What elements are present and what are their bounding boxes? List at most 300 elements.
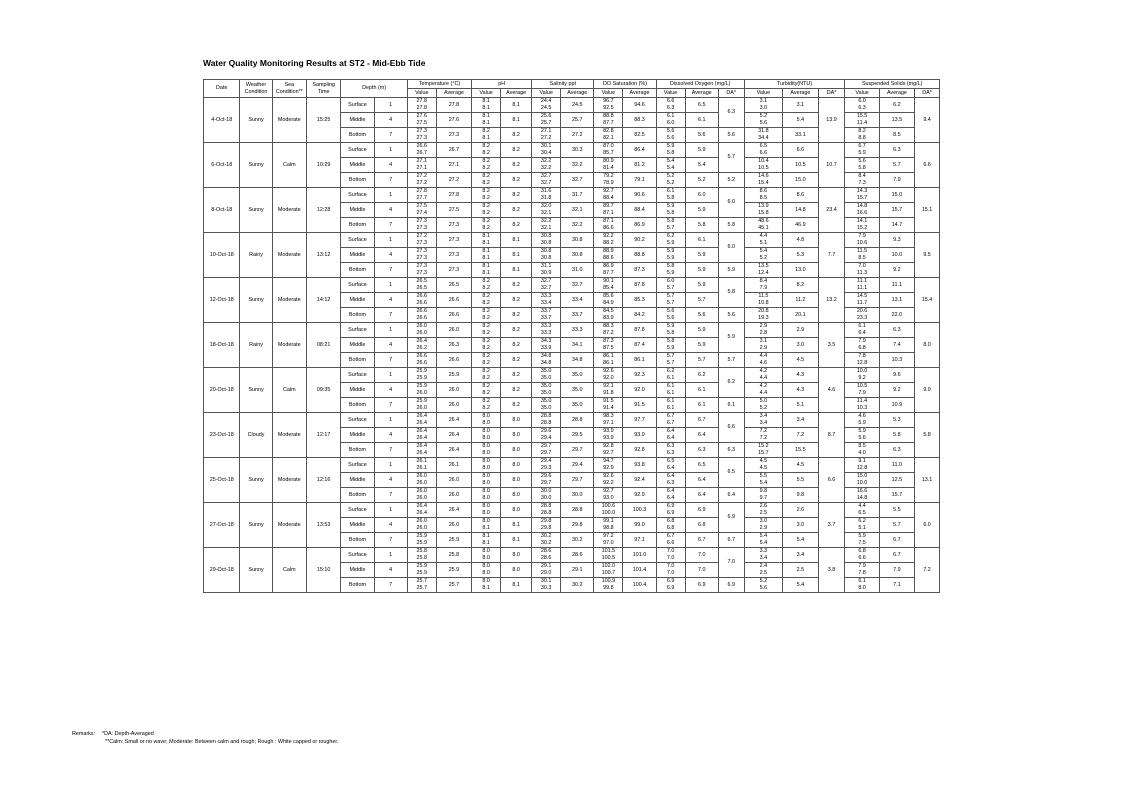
ph-average: 8.1 (501, 533, 532, 548)
suspended-solids-value: 5.9 (858, 428, 866, 434)
do-saturation-value: 92.7 (603, 188, 614, 194)
salinity-values (532, 338, 561, 353)
ph-value: 8.2 (482, 285, 490, 291)
dissolved-oxygen-da-surface-middle: 6.9 (718, 503, 744, 533)
do-saturation-values (594, 113, 623, 128)
turbidity-value: 5.1 (759, 240, 768, 246)
salinity-value: 29.8 (540, 518, 552, 524)
sea-condition-cell: Calm (272, 368, 306, 413)
ph-values (472, 383, 501, 398)
temperature-value: 25.9 (416, 383, 428, 389)
depth-value-cell: 7 (374, 128, 407, 143)
ph-average: 8.0 (501, 563, 532, 578)
turbidity-values (744, 188, 783, 203)
ph-average: 8.2 (501, 218, 532, 233)
suspended-solids-values (845, 578, 879, 593)
ph-value: 8.2 (482, 353, 490, 359)
ph-value: 8.2 (482, 278, 490, 284)
do-saturation-value: 92.6 (603, 473, 614, 479)
suspended-solids-da: 8.0 (915, 323, 940, 368)
temperature-value: 26.0 (416, 405, 428, 411)
temperature-value: 26.6 (416, 360, 428, 366)
ph-values (472, 503, 501, 518)
salinity-value: 35.0 (540, 383, 552, 389)
temperature-value: 27.1 (416, 165, 428, 171)
temperature-values (407, 338, 436, 353)
do-saturation-value: 92.9 (603, 465, 614, 471)
do-saturation-value: 88.6 (603, 255, 614, 261)
sea-condition-cell: Moderate (272, 278, 306, 323)
turbidity-average: 6.6 (783, 143, 818, 158)
temperature-values (407, 263, 436, 278)
do-saturation-value: 98.8 (603, 525, 614, 531)
suspended-solids-value: 11.4 (857, 120, 868, 126)
temperature-average: 26.7 (436, 143, 471, 158)
remarks-label: Remarks: (72, 731, 96, 737)
salinity-average: 31.7 (561, 188, 594, 203)
suspended-solids-value: 7.5 (858, 540, 866, 546)
turbidity-value: 8.6 (759, 188, 768, 194)
ph-value: 8.1 (482, 120, 490, 126)
depth-level-cell: Surface (341, 503, 374, 518)
turbidity-values (744, 203, 783, 218)
suspended-solids-da: 13.1 (915, 458, 940, 503)
turbidity-da: 3.8 (818, 548, 845, 593)
do-saturation-value: 100.6 (601, 503, 616, 509)
temperature-value: 27.3 (416, 255, 428, 261)
do-saturation-average: 87.3 (623, 263, 656, 278)
depth-level-cell: Bottom (341, 308, 374, 323)
ph-average: 8.0 (501, 443, 532, 458)
do-saturation-value: 96.7 (603, 98, 614, 104)
ph-value: 8.0 (482, 563, 490, 569)
turbidity-da: 3.7 (818, 503, 845, 548)
turbidity-da: 4.6 (818, 368, 845, 413)
turbidity-value: 15.2 (758, 443, 769, 449)
dissolved-oxygen-average: 5.9 (685, 263, 718, 278)
do-saturation-average: 81.2 (623, 158, 656, 173)
temperature-value: 26.0 (416, 473, 428, 479)
do-saturation-average: 100.4 (623, 578, 656, 593)
salinity-value: 30.8 (540, 255, 552, 261)
salinity-value: 33.7 (540, 308, 552, 314)
ph-value: 8.2 (482, 210, 490, 216)
salinity-values (532, 113, 561, 128)
suspended-solids-value: 20.6 (856, 308, 868, 314)
temperature-average: 25.9 (436, 368, 471, 383)
depth-level-cell: Surface (341, 458, 374, 473)
turbidity-average: 14.8 (783, 203, 818, 218)
suspended-solids-value: 14.8 (856, 203, 868, 209)
depth-level-cell: Surface (341, 368, 374, 383)
salinity-values (532, 248, 561, 263)
suspended-solids-value: 12.8 (856, 465, 868, 471)
turbidity-value: 15.7 (758, 450, 769, 456)
ph-average: 8.2 (501, 383, 532, 398)
dissolved-oxygen-da-surface-middle: 7.0 (718, 548, 744, 578)
do-saturation-average: 94.6 (623, 98, 656, 113)
salinity-values (532, 413, 561, 428)
ph-average: 8.0 (501, 473, 532, 488)
suspended-solids-value: 7.8 (858, 570, 866, 576)
turbidity-values (744, 98, 783, 113)
do-saturation-average: 91.5 (623, 398, 656, 413)
dissolved-oxygen-values (656, 578, 685, 593)
do-saturation-value: 87.0 (603, 143, 614, 149)
suspended-solids-average: 10.0 (879, 248, 914, 263)
depth-level-cell: Bottom (341, 443, 374, 458)
turbidity-values (744, 458, 783, 473)
suspended-solids-value: 11.5 (857, 248, 868, 254)
dissolved-oxygen-values (656, 323, 685, 338)
dissolved-oxygen-value: 6.4 (666, 435, 675, 441)
salinity-value: 30.2 (540, 540, 552, 546)
temperature-value: 27.5 (416, 120, 428, 126)
header-dissolved-oxygen: Dissolved Oxygen (mg/L) (656, 80, 744, 89)
do-saturation-values (594, 353, 623, 368)
suspended-solids-value: 4.4 (858, 503, 866, 509)
salinity-value: 30.8 (540, 248, 552, 254)
ph-values (472, 578, 501, 593)
salinity-values (532, 143, 561, 158)
salinity-values (532, 158, 561, 173)
temperature-average: 26.0 (436, 473, 471, 488)
turbidity-value: 19.3 (758, 315, 769, 321)
ph-value: 8.2 (482, 293, 490, 299)
suspended-solids-average: 9.6 (879, 368, 914, 383)
weather-cell: Sunny (240, 278, 272, 323)
salinity-average: 30.2 (561, 533, 594, 548)
suspended-solids-da: 6.6 (915, 143, 940, 188)
salinity-values (532, 443, 561, 458)
suspended-solids-value: 14.1 (856, 218, 868, 224)
turbidity-value: 13.5 (758, 263, 769, 269)
turbidity-average: 46.9 (783, 218, 818, 233)
suspended-solids-values (845, 128, 879, 143)
suspended-solids-average: 13.5 (879, 113, 914, 128)
turbidity-values (744, 173, 783, 188)
depth-level-cell: Surface (341, 98, 374, 113)
dissolved-oxygen-values (656, 188, 685, 203)
header-date: Date (204, 80, 240, 98)
ph-values (472, 353, 501, 368)
suspended-solids-value: 11.7 (857, 300, 868, 306)
suspended-solids-average: 6.7 (879, 548, 914, 563)
ph-value: 8.0 (482, 450, 490, 456)
dissolved-oxygen-average: 5.8 (685, 218, 718, 233)
suspended-solids-value: 7.0 (858, 263, 866, 269)
salinity-values (532, 473, 561, 488)
salinity-average: 30.0 (561, 488, 594, 503)
salinity-values (532, 203, 561, 218)
do-saturation-values (594, 368, 623, 383)
turbidity-average: 2.6 (783, 503, 818, 518)
depth-level-cell: Bottom (341, 218, 374, 233)
dissolved-oxygen-da-surface-middle: 6.0 (718, 233, 744, 263)
temperature-average: 26.6 (436, 293, 471, 308)
depth-level-cell: Middle (341, 248, 374, 263)
suspended-solids-values (845, 488, 879, 503)
depth-value-cell: 7 (374, 443, 407, 458)
salinity-value: 30.1 (540, 578, 552, 584)
turbidity-values (744, 113, 783, 128)
dissolved-oxygen-da-surface-middle: 5.7 (718, 143, 744, 173)
turbidity-value: 5.4 (759, 480, 768, 486)
turbidity-value: 15.4 (758, 180, 769, 186)
salinity-value: 30.4 (540, 150, 552, 156)
ph-average: 8.1 (501, 113, 532, 128)
suspended-solids-average: 10.3 (879, 353, 914, 368)
temperature-value: 26.0 (416, 488, 428, 494)
suspended-solids-values (845, 263, 879, 278)
turbidity-value: 6.6 (759, 150, 768, 156)
do-saturation-values (594, 158, 623, 173)
turbidity-value: 7.2 (759, 428, 768, 434)
ph-values (472, 548, 501, 563)
dissolved-oxygen-value: 5.6 (666, 308, 675, 314)
salinity-values (532, 173, 561, 188)
remarks-da-note: *DA: Depth-Averaged (102, 731, 154, 737)
temperature-value: 27.2 (416, 233, 428, 239)
do-saturation-value: 100.0 (601, 510, 616, 516)
temperature-value: 25.9 (416, 570, 428, 576)
temperature-value: 26.6 (416, 308, 428, 314)
do-saturation-value: 94.7 (603, 458, 614, 464)
suspended-solids-values (845, 428, 879, 443)
depth-value-cell: 1 (374, 233, 407, 248)
temperature-values (407, 548, 436, 563)
do-saturation-value: 84.9 (603, 300, 614, 306)
salinity-average: 32.7 (561, 278, 594, 293)
dissolved-oxygen-values (656, 338, 685, 353)
suspended-solids-value: 5.6 (858, 158, 866, 164)
depth-value-cell: 4 (374, 338, 407, 353)
dissolved-oxygen-average: 6.9 (685, 503, 718, 518)
ph-value: 8.0 (482, 473, 490, 479)
ph-values (472, 188, 501, 203)
ph-average: 8.2 (501, 368, 532, 383)
suspended-solids-values (845, 563, 879, 578)
header-do-saturation: DO Saturation (%) (594, 80, 656, 89)
suspended-solids-value: 11.1 (857, 285, 868, 291)
temperature-value: 27.4 (416, 210, 428, 216)
turbidity-values (744, 443, 783, 458)
temperature-value: 27.3 (416, 248, 428, 254)
suspended-solids-average: 12.5 (879, 473, 914, 488)
suspended-solids-value: 7.9 (858, 390, 866, 396)
turbidity-average: 5.5 (783, 473, 818, 488)
turbidity-values (744, 293, 783, 308)
suspended-solids-value: 8.0 (858, 585, 866, 591)
suspended-solids-value: 8.4 (858, 173, 866, 179)
depth-value-cell: 4 (374, 113, 407, 128)
temperature-average: 26.3 (436, 338, 471, 353)
weather-cell: Sunny (240, 98, 272, 143)
ph-average: 8.0 (501, 548, 532, 563)
salinity-value: 33.7 (540, 315, 552, 321)
dissolved-oxygen-average: 6.9 (685, 578, 718, 593)
salinity-average: 30.8 (561, 233, 594, 248)
weather-cell: Sunny (240, 368, 272, 413)
temperature-value: 26.4 (416, 338, 428, 344)
salinity-value: 33.4 (540, 300, 552, 306)
salinity-average: 29.7 (561, 443, 594, 458)
dissolved-oxygen-da-bottom: 6.3 (718, 443, 744, 458)
suspended-solids-values (845, 143, 879, 158)
suspended-solids-value: 6.1 (858, 578, 866, 584)
dissolved-oxygen-average: 5.9 (685, 278, 718, 293)
temperature-average: 26.0 (436, 488, 471, 503)
do-saturation-value: 89.7 (603, 203, 614, 209)
temperature-value: 25.7 (416, 578, 428, 584)
dissolved-oxygen-value: 6.2 (666, 368, 675, 374)
suspended-solids-value: 12.8 (856, 360, 868, 366)
subheader-average: Average (685, 89, 718, 98)
do-saturation-values (594, 308, 623, 323)
table-row (204, 278, 940, 293)
dissolved-oxygen-value: 5.8 (666, 150, 675, 156)
suspended-solids-average: 5.5 (879, 503, 914, 518)
suspended-solids-value: 6.8 (858, 548, 866, 554)
temperature-values (407, 248, 436, 263)
temperature-values (407, 353, 436, 368)
dissolved-oxygen-values (656, 113, 685, 128)
sampling-time-cell: 14:12 (306, 278, 340, 323)
dissolved-oxygen-value: 6.3 (666, 443, 675, 449)
turbidity-values (744, 338, 783, 353)
depth-value-cell: 4 (374, 518, 407, 533)
suspended-solids-values (845, 518, 879, 533)
turbidity-value: 2.6 (759, 503, 768, 509)
temperature-average: 26.0 (436, 398, 471, 413)
ph-value: 8.2 (482, 398, 490, 404)
do-saturation-values (594, 473, 623, 488)
subheader-value: Value (656, 89, 685, 98)
suspended-solids-average: 22.0 (879, 308, 914, 323)
ph-value: 8.0 (482, 570, 490, 576)
dissolved-oxygen-value: 6.1 (666, 113, 675, 119)
turbidity-value: 8.5 (759, 195, 768, 201)
turbidity-average: 3.4 (783, 548, 818, 563)
dissolved-oxygen-values (656, 158, 685, 173)
suspended-solids-average: 15.7 (879, 488, 914, 503)
turbidity-value: 13.9 (758, 203, 769, 209)
suspended-solids-average: 5.7 (879, 518, 914, 533)
salinity-average: 30.3 (561, 143, 594, 158)
salinity-value: 29.4 (540, 435, 552, 441)
weather-cell: Cloudy (240, 413, 272, 458)
turbidity-values (744, 428, 783, 443)
turbidity-value: 4.4 (759, 390, 768, 396)
depth-value-cell: 7 (374, 533, 407, 548)
ph-value: 8.0 (482, 548, 490, 554)
do-saturation-value: 86.6 (603, 225, 614, 231)
salinity-average: 33.3 (561, 323, 594, 338)
salinity-value: 24.5 (540, 105, 552, 111)
do-saturation-average: 87.8 (623, 278, 656, 293)
do-saturation-values (594, 458, 623, 473)
suspended-solids-average: 7.1 (879, 578, 914, 593)
ph-value: 8.2 (482, 128, 490, 134)
salinity-value: 31.1 (540, 263, 552, 269)
do-saturation-value: 87.2 (603, 330, 614, 336)
dissolved-oxygen-average: 6.1 (685, 113, 718, 128)
header-weather: Weather Condition (240, 80, 272, 98)
temperature-value: 26.4 (416, 413, 428, 419)
dissolved-oxygen-average: 6.5 (685, 98, 718, 113)
do-saturation-average: 84.2 (623, 308, 656, 323)
do-saturation-value: 82.8 (603, 128, 614, 134)
salinity-value: 30.8 (540, 240, 552, 246)
dissolved-oxygen-value: 6.8 (666, 525, 675, 531)
do-saturation-average: 92.0 (623, 383, 656, 398)
suspended-solids-values (845, 443, 879, 458)
turbidity-value: 5.2 (759, 405, 768, 411)
temperature-values (407, 398, 436, 413)
dissolved-oxygen-value: 5.7 (666, 360, 675, 366)
depth-level-cell: Middle (341, 203, 374, 218)
date-cell: 4-Oct-18 (204, 98, 240, 143)
dissolved-oxygen-value: 6.3 (666, 450, 675, 456)
depth-value-cell: 4 (374, 473, 407, 488)
turbidity-value: 45.1 (758, 225, 769, 231)
ph-values (472, 203, 501, 218)
dissolved-oxygen-da-surface-middle: 6.2 (718, 368, 744, 398)
turbidity-average: 33.1 (783, 128, 818, 143)
turbidity-value: 4.2 (759, 368, 768, 374)
salinity-values (532, 428, 561, 443)
dissolved-oxygen-values (656, 383, 685, 398)
temperature-average: 27.2 (436, 173, 471, 188)
salinity-value: 29.1 (540, 563, 552, 569)
do-saturation-value: 88.2 (603, 240, 614, 246)
do-saturation-average: 86.1 (623, 353, 656, 368)
salinity-value: 33.3 (540, 323, 552, 329)
sea-condition-cell: Moderate (272, 188, 306, 233)
suspended-solids-value: 7.3 (858, 180, 866, 186)
table-row (204, 323, 940, 338)
salinity-value: 29.0 (540, 570, 552, 576)
suspended-solids-values (845, 233, 879, 248)
do-saturation-value: 85.7 (603, 150, 614, 156)
salinity-average: 31.0 (561, 263, 594, 278)
dissolved-oxygen-values (656, 173, 685, 188)
dissolved-oxygen-values (656, 533, 685, 548)
do-saturation-value: 87.1 (603, 210, 614, 216)
suspended-solids-value: 7.9 (858, 338, 866, 344)
suspended-solids-values (845, 473, 879, 488)
ph-value: 8.1 (482, 240, 490, 246)
ph-values (472, 398, 501, 413)
suspended-solids-values (845, 503, 879, 518)
suspended-solids-average: 10.9 (879, 398, 914, 413)
suspended-solids-value: 6.3 (858, 105, 866, 111)
temperature-value: 26.2 (416, 345, 428, 351)
ph-values (472, 308, 501, 323)
suspended-solids-values (845, 248, 879, 263)
turbidity-value: 7.2 (759, 435, 768, 441)
sampling-time-cell: 10:29 (306, 143, 340, 188)
depth-level-cell: Surface (341, 188, 374, 203)
turbidity-average: 5.3 (783, 248, 818, 263)
temperature-average: 26.6 (436, 308, 471, 323)
turbidity-average: 20.1 (783, 308, 818, 323)
salinity-value: 28.6 (540, 555, 552, 561)
dissolved-oxygen-value: 5.9 (666, 255, 675, 261)
suspended-solids-values (845, 158, 879, 173)
ph-values (472, 278, 501, 293)
ph-value: 8.2 (482, 218, 490, 224)
